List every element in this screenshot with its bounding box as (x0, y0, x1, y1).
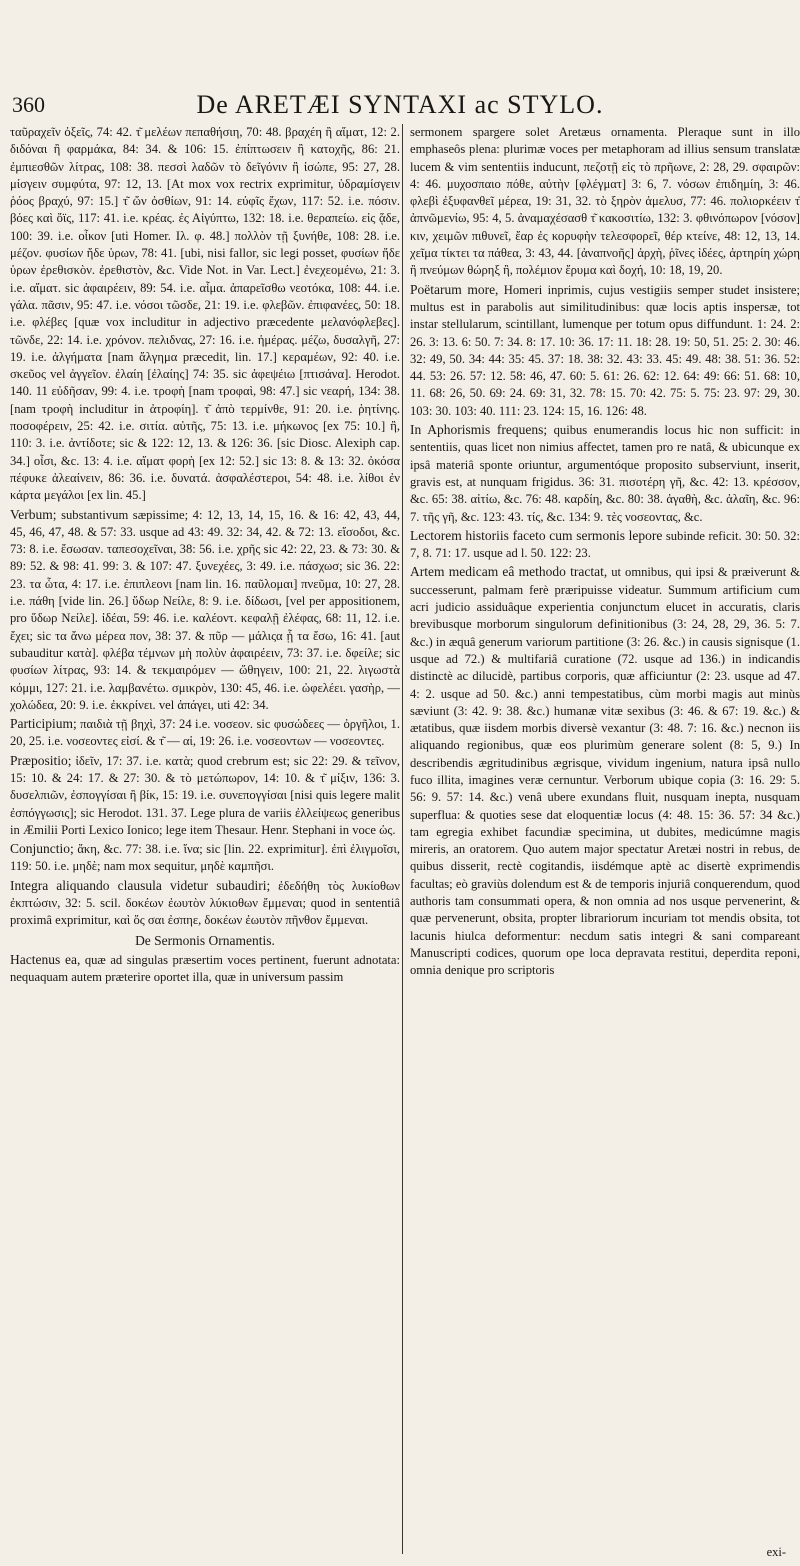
index-entry (10, 715, 400, 751)
right-column (410, 124, 800, 1556)
entry-head: Artem medicam eâ methodo tractat, (410, 564, 608, 580)
entry-text: Homeri inprimis, cujus vestigiis semper studet insistere; multus est in parabolis aut similitudinibus: quæ locis aptis inspersæ, tot instar stellularum, scintillant, lumenque per totum opus diffundunt. 1: 24. 2: 26. 3: 13. 6: 50. 7: 34. 8: 17. 10: 36. 17: 11. 18: 28. 19: 50, 51. 25: 2. 30: 46. 32: 49, 50. 34: 44: 35: 45. 37: 18. 38: 32. 43: 33. 45: 49. 48: 38. 51: 36. 52: 44. 53: 26. 57: 12. 58: 46, 47. 60: 5. 61: 26. 62: 12. 64: 49: 66: 51. 68: 10, 11. 68: 26, 50. 69: 24. 69: 31, 32. 78: 15. 70: 42. 75: 5. 75: 23. 97: 29, 30. 103: 30. 103: 40. 111: 23. 124: 15, 16. 126: 48. (410, 282, 800, 418)
index-entry (410, 527, 800, 563)
index-entry (10, 506, 400, 715)
left-column (10, 124, 400, 1556)
entry-head: Poëtarum more, (410, 281, 499, 297)
index-entry (10, 752, 400, 839)
entry-head: In Aphorismis frequens; (410, 422, 548, 438)
entry-head: Præpositio; (10, 752, 72, 768)
page-header (10, 88, 790, 118)
entry-text: ἰδεῖν, 17: 37. i.e. κατὰ; quod crebrum est; sic 22: 29. & τεῖνον, 15: 10. & 24: 17. & 27: 30. & τὸ μετώπωρον, 14: 10. & τ͂ μίξιν, 136: 3. δυσελπιῶν, ἐσπογγίσαι ἢ βίκ, 15: 19. i.e. συνεπογγίσαι [nisi quis legere malit ἐσπόγγωσις]; sic Herodot. 131. 37. Lege plura de variis ἐλλείψεως generibus in Æmilii Porti Lexico Ionico; lege item Thesaur. Henr. Stephani in voce ὡς. (10, 753, 400, 837)
entry-text: quibus enumerandis locus hic non sufficit: in sententiis, quas licet non nimius affectet, tamen pro re natâ, & ubicunque ex ipsâ materiâ sponte oriuntur, argumentóque proposito subserviunt, inserit, gravis est, at nunquam frigidus. 36: 31. πισοτέρη γῆ, &c. 42: 13. κρέσσον, &c. 65: 38. αἰτίω, &c. 76: 48. καρδίη, &c. 80: 38. ἀγαθὴ, &c. ἀλαῖη, &c. 96: 7. τῆς γῆ, &c. 123: 43. τίς, &c. 134: 9. τὲς νοσεοντας, &c. (410, 423, 800, 524)
entry-text: ut omnibus, qui ipsi & præiverunt & successerunt, palmam ferè præripuisse videatur. Summum artificium cum acri judicio assiduâque experientia conjunctum elucet in accuratis, claris brevibusque morborum singulorum definitionibus (3: 24, 28, 29, 36. 5: 7. &c.) in æquâ generum variorum partitione (3: 26. &c.) in causis signisque (1. usque ad 72.) & multifariâ curatione (72. usque ad 136.) in indicandis distinctè ac dilucidè, partibus corporis, quæ afficiuntur (2: 23. usque ad 47. 4: 2. usque ad 50. &c.) anni tempestatibus, cùm morbi magis aut minùs sæviunt (3: 42. 9: 38. &c.) humanæ vitæ sexibus (3: 46. & 67: 19. &c.) & ætatibus, quæ iisdem morbis diversè vexantur (3: 48. 7: 16. &c.) necnon iis aliquando regionibus, quæ eos plurimùm generare solent (8: 5, 9.) In describendis ægritudinibus ægrisque, vividum ingenium, natura ipsâ nullo fuco illita, imagines veræ cernuntur. Verborum ubique copia (3: 16. 29: 5. 56: 9. 57: 14. &c.) venâ ubere exundans fluit, nusquam inepta, nusquam superflua: & quoties sese dat eloquentiæ locus (4: 48. 15: 36. 57: 34 &c.) tam egregia exhibet facundiæ specimina, ut dubites, medicúmne magis mireris, an oratorem. Quo autem major spectatur Aretæi nostri in rebus, de quibus disserit, rectè cogitandis, iisdémque aptè ac disertè exprimendis facultas; eò graviùs dolendum est & de temporis injuriâ conquerendum, quod authoris tam consummati opera, & non omnia ad nos usque pervenerint, & quæ pervenerunt, obsita, propter librariorum incuriam tot mendis obsita, tot lacunis hiulca deformentur: necdum satis integri & sani compareant Manuscripti codices, quorum ope loca depravata restitui, deperdita reponi, omnia denique pro scriptoris (410, 565, 800, 978)
section-heading: De Sermonis Ornamentis. (135, 932, 275, 948)
index-entry (10, 877, 400, 930)
index-entry (10, 840, 400, 876)
index-entry (10, 951, 400, 987)
entry-head: Hactenus ea, (10, 951, 81, 967)
entry-head: Participium; (10, 716, 77, 732)
page-number: 360 (12, 92, 45, 117)
entry-text: subinde reficit. 30: 50. 32: 7, 8. 71: 17. usque ad l. 50. 122: 23. (410, 528, 800, 561)
entry-head: Conjunctio; (10, 841, 74, 857)
index-entry (410, 421, 800, 526)
paragraph: sermonem spargere solet Aretæus ornamenta. Pleraque sunt in illo emphaseôs plena: plurimæ voces per metaphoram ad illius sensum translatæ lucem & vim sententiis inducunt, πεζοτῇ εἰς τὸ πρῆωνε, 2: 28, 29. σφαιρῶν: 4: 46. μυχοσπαιο πόθε, αὐτὴν [φλέγματ] 3: 6, 7. νόσων ἐπιδημίη, 3: 46. φλεβὶ ἐξυφανθεῖ μέρεα, 19: 31, 32. τὸ ξηρὸν ἀμελυσ, 77: 46. πολιορκέειν τ͂ ἀπνῶμενίω, 95: 4, 5. ἀναμαχέσασθ τ͂ κακοσιτίω, 132: 3. φθινόπωρον [νόσον] κιν, χειμῶν πιθυνεῖ, ἔαρ ἐς κορυφὴν τελεσφορεῖ, θέρ κτείνε, 48: 12, 13, 14. χεῖμα τίκτει τα πάθεα, 3: 43, 44. [ἀναπνοῆς] ἀρχὴ, ῥῖνες ἰδέες, ἀρτηρίη χώρη ἢ πνεύμων θώρηξ ἢ, πολέμιον ἔρυμα καὶ δοχή, 10: 18, 19, 20. (410, 125, 800, 278)
catchword: exi- (766, 1545, 786, 1559)
paragraph: ταῦραχεῖν ὀξεῖς, 74: 42. τ͂ μελέων πεπαθήσιη, 70: 48. βραχέη ἢ αἵματ, 12: 2. διδόναι ἢ φαρμάκα, 84: 34. & 106: 15. ἐπίπτωσειν ἢ κατοχῆς, 86: 21. ἐμπιεσθῶν λίτρας, 108: 38. πεσσὶ λαδῶν τὸ δεῖγόνιν ἢ ἰσώπε, 95: 27, 28. μίσγειν συμφύτα, 97: 12, 13. [At mox vox rectrix exprimitur, ὑδραμίσγειν ῥόος βραχύ, 97: 15.] τ͂ ὤν ὀσθίων, 91: 14. εὐφῖς ἔχων, 117: 52. i.e. πόσιν. βόες καὶ ὄϊς, 117: 41. i.e. κρέας. ἐς Αἰγύπτω, 132: 18. i.e. θεραπείω. εἰς ᾅδε, 100: 39. i.e. οἶκον [uti Homer. Ιλ. φ. 48.] πολλὸν τῇ ξυνήθε, 108: 28. i.e. μέζον. φυσίων ἤδε ὑρων, 78: 41. [ubi, nisi fallor, sic legi posset, φυσίων ἤδε ὑρων ἐρεθισκὸν. ἐρεθιστὸν, &c. Vide Not. in Var. Lect.] ἐνεχεομένω, 21: 3. i.e. αἵματ. sic ἀφαιρέειν, 89: 54. i.e. αἷμα. ἀπαρεῖσθω νεοτόκα, 108: 44. i.e. γάλα. πᾶσιν, 95: 47. i.e. νόσοι τῶσδε, 21: 19. i.e. φλεβῶν. ἐπιφανέες, 50: 18. i.e. φλέβες [quæ vox includitur in adjectivo præcedente μελανόφλεβες]. τῶνδε, 22: 14. i.e. χρόνον. πελιδνας, 27: 16. i.e. ἡμέρας. μέζω, δυσαλγῆ, 27: 19. i.e. ἀλγήματα [nam ἄλγημα præcedit, lin. 17.] κεραμέων, 92: 40. i.e. σκεῦος vel ἀγγεῖον. ἐλαίη [ἐλαίης] 74: 35. sic ἀφεψέιω [πτισάνα]. Herodot. 140. 11 εὐδῆσαν, 99: 4. i.e. τροφὴ [nam τροφαὶ, 98: 47.] sic νεαρή, 134: 38. [nam τροφὴ includitur in ἀτροφίη]. τ͂ ἀπὸ τερμίνθε, 91: 20. i.e. ῥητίνης. ποσοφέρειν, 25: 42. i.e. σιτία. αὐτῆς, 75: 13. i.e. μήκωνος [ex 75: 10.] ἢ, 110: 3. i.e. ἀντίδοτε; sic & 122: 12, 13. & 126: 36. [sic Diosc. Alexiph cap. 34.] οἶσι, &c. 13: 4. i.e. αἵματ φορὴ [ex 12: 52.] sic 13: 8. & 13: 32. ὀκόσα πέφυκε ἀλεαίνειν, 86: 36. i.e. δυνατά. ἀσφαλέστεροι, 54: 48. i.e. λίθοι ἐν κάρτα μεγάλοι [ex lin. 45.] (10, 125, 400, 503)
index-entry (410, 281, 800, 420)
entry-text: quæ ad singulas præsertim voces pertinent, fuerunt adnotata: nequaquam autem præterire oportet illa, quæ in universum passim (10, 952, 400, 985)
entry-text: ἐδεδήθη τὸς λυκίοθων ἐκπτώσιν, 32: 5. scil. δοκέων ἐωυτὸν λύκιοθων ἔμμεναι; quod in sententiâ proximâ exprimitur, καὶ ὅς σαι ἐσπηε, δοκέων ἐωυτὸν πῆνθον ἔμμεναι. (10, 878, 400, 928)
index-entry (410, 563, 800, 979)
running-title: De ARETÆI SYNTAXI ac STYLO. (196, 90, 604, 119)
entry-text: substantivum sæpissime; 4: 12, 13, 14, 15, 16. & 16: 42, 43, 44, 45, 46, 47, 48. & 57: 33. usque ad 43: 49. 32: 34, 42. & 72: 13. εἴσοδοι, &c. 73: 8. i.e. ἔσωσαν. ταπεσοχεῖναι, 38: 56. i.e. χρῆς sic 42: 22, 23. & 73: 30. & 89: 52. & 98: 41. 99: 3. & 107: 47. ξυνεχέες, 3: 49. i.e. πάσχωσ; sic 36. 22: 23. τα ὧτα, 4: 17. i.e. ἐπιπλεονι [nam lin. 16. παῦλομαι] πνεῦμα, 10: 27, 28. i.e. πάθη [vide lin. 26.] ὕδωρ Νείλε, 8: 9. i.e. δίδωσι, [vel per appositionem, pro ὕδωρ Νείλε]. ἰδέαι, 59: 46. i.e. καλέοντ. κεφαλῇ ἐλέφας, 68: 11, 12. i.e. ἔχει; sic τα ἄνω μέρεα πον, 38: 37. & πῦρ — μάλιςα ᾗ τα ἔσω, 16: 41. [aut subauditur κατὰ]. φλέβα τέμνων μὴ πολὺν ἀφαιρέειν, 73: 37. i.e. δφείλε; sic φυσίων λίτρας, 93: 14. & τεκμαιρόμεν — ὤθηγειν, 100: 21, 22. λιγωστὰ κόμμι, 127: 21. i.e. λαμβανέτω. σμικρὸν, 130: 45, 46. i.e. ὠφελέει. γασὴρ, — χολώδεα, 20: 9. i.e. ἐκκρίνει. vel ἀπάγει, uti 42: 34. (10, 507, 400, 712)
entry-head: Integra aliquando clausula videtur subaudiri; (10, 877, 271, 893)
entry-head: Verbum; (10, 506, 57, 522)
column-divider (402, 124, 403, 1554)
entry-text: παιδιὰ τῇ βηχὶ, 37: 24 i.e. νοσεον. sic φυσώδεες — ὀργῆλοι, 1. 20, 25. i.e. νοσεοντες εἰσί. & τ͂ — αἱ, 19: 26. i.e. νοσεοντων — νοσεοντες. (10, 717, 400, 749)
entry-text: ἄκη, &c. 77: 38. i.e. ἵνα; sic [lin. 22. exprimitur]. ἐπὶ ἐλιγμοῖσι, 119: 50. i.e. μηδὲ; nam mox sequitur, μηδὲ καμπῆσι. (10, 842, 400, 874)
entry-head: Lectorem historiis faceto cum sermonis lepore (410, 527, 663, 543)
